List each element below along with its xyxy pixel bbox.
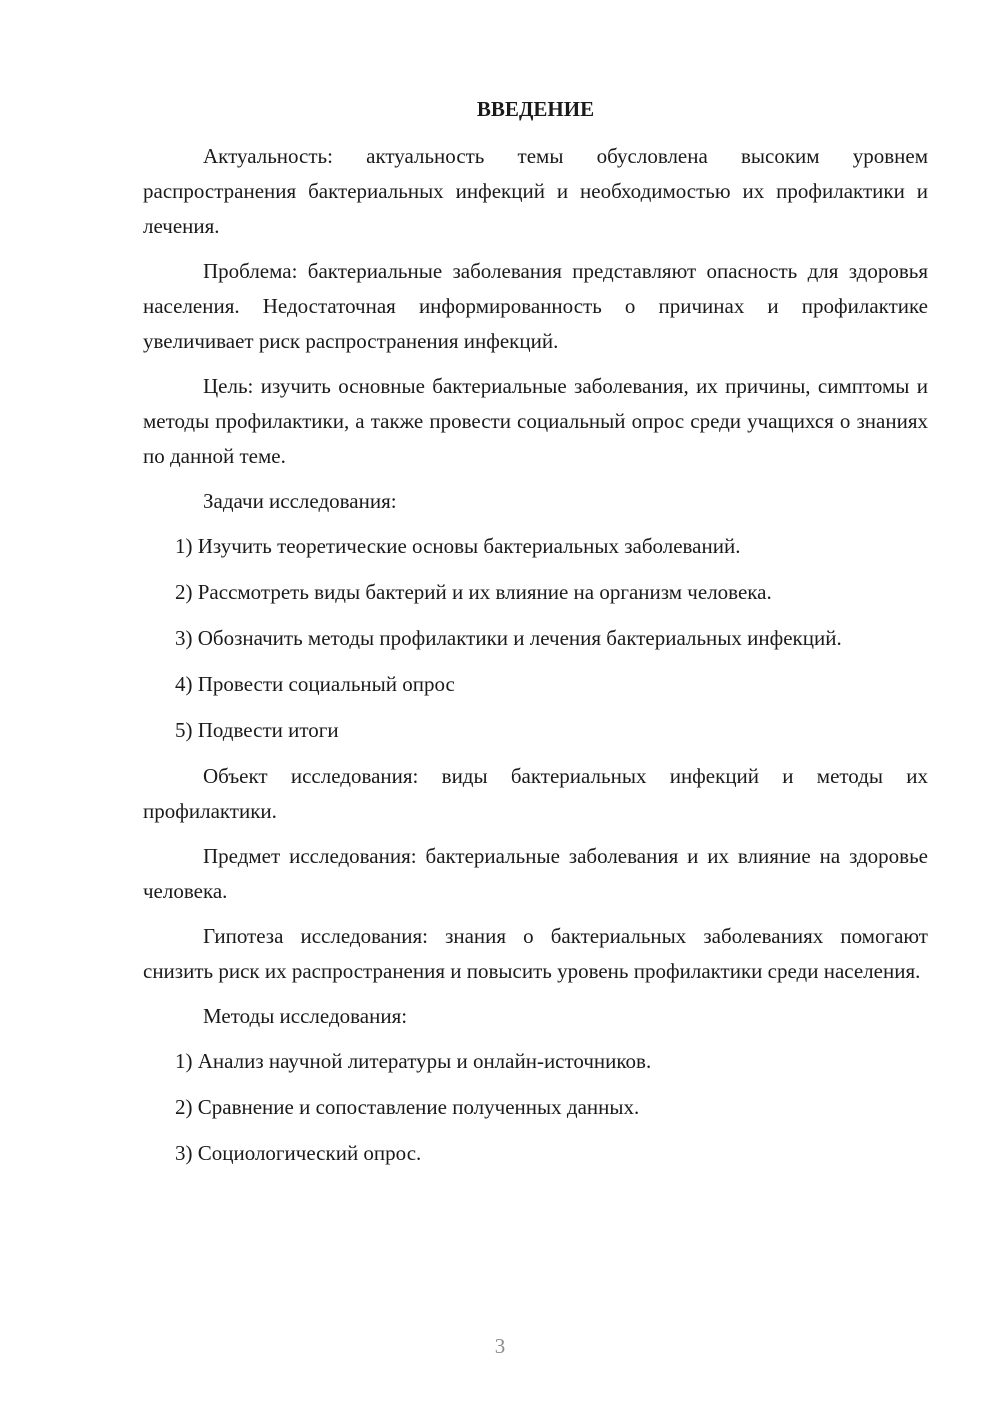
relevance-paragraph: Актуальность: актуальность темы обусловлена высоким уровнем распространения бактериальных инфекций и необходимостью их профилактики и лечения. xyxy=(143,144,928,238)
tasks-heading: Задачи исследования: xyxy=(203,489,397,513)
methods-heading: Методы исследования: xyxy=(203,1004,408,1028)
hypothesis-paragraph: Гипотеза исследования: знания о бактериальных заболеваниях помогают снизить риск их распространения и повысить уровень профилактики среди населения. xyxy=(143,924,928,983)
task-item: 3) Обозначить методы профилактики и лечения бактериальных инфекций. xyxy=(175,626,842,650)
task-item: 2) Рассмотреть виды бактерий и их влияние на организм человека. xyxy=(175,580,772,604)
method-item: 2) Сравнение и сопоставление полученных данных. xyxy=(175,1095,640,1119)
task-item: 4) Провести социальный опрос xyxy=(175,672,455,696)
goal-paragraph: Цель: изучить основные бактериальные заболевания, их причины, симптомы и методы профилактики, а также провести социальный опрос среди учащихся о знаниях по данной теме. xyxy=(143,374,928,468)
method-item: 1) Анализ научной литературы и онлайн-источников. xyxy=(175,1049,652,1073)
problem-paragraph: Проблема: бактериальные заболевания представляют опасность для здоровья населения. Недостаточная информированность о причинах и профилактике увеличивает риск распространения инфекций. xyxy=(143,259,928,353)
task-item: 5) Подвести итоги xyxy=(175,718,339,742)
page-title: ВВЕДЕНИЕ xyxy=(476,97,595,121)
task-item: 1) Изучить теоретические основы бактериальных заболеваний. xyxy=(175,534,741,558)
page-number: 3 xyxy=(494,1334,506,1358)
method-item: 3) Социологический опрос. xyxy=(175,1141,422,1165)
object-paragraph: Объект исследования: виды бактериальных инфекций и методы их профилактики. xyxy=(143,764,928,823)
subject-paragraph: Предмет исследования: бактериальные заболевания и их влияние на здоровье человека. xyxy=(143,844,928,903)
document-page xyxy=(143,92,928,1182)
